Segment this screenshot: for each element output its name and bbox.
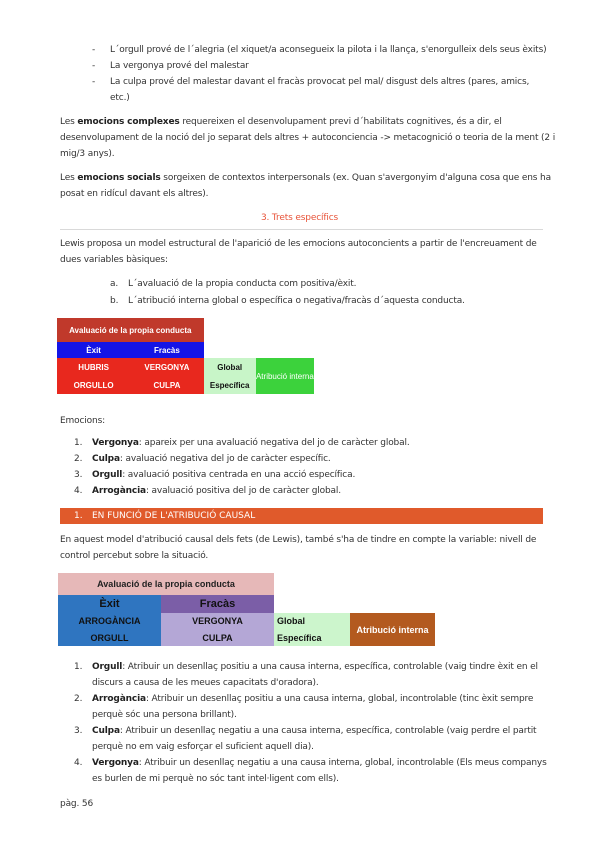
paragraph-line: dues variables bàsiques: (60, 255, 168, 265)
lewis-model-table-1 (57, 318, 314, 394)
table2-vergonya: VERGONYA (161, 613, 274, 629)
table1-especifica: Específica (204, 376, 256, 394)
emocions-label: Emocions: (60, 416, 105, 426)
list-item-continued: discurs a causa de les meues capacitats d'oradora). (92, 678, 319, 688)
lewis-model-table-2 (58, 573, 435, 646)
list-number: 4. (74, 758, 83, 768)
table1-atribucio: Atribució interna (256, 358, 314, 394)
list-number: 3. (74, 726, 83, 736)
table1-global: Global (204, 358, 256, 376)
list-item: Arrogància: Atribuir un desenllaç positiu a una causa interna, global, incontrolable (tinc èxit sempre (92, 694, 534, 704)
table2-atribucio: Atribució interna (350, 613, 435, 646)
section-heading-bar (60, 508, 543, 524)
paragraph-line: posat en ridícul davant els altres). (60, 189, 209, 199)
list-item: Culpa: Atribuir un desenllaç negatiu a una causa interna, específica, controlable (vaig perdre el partit (92, 726, 537, 736)
section-title: 3. Trets específics (260, 213, 339, 223)
section-heading: EN FUNCIÓ DE L'ATRIBUCIÓ CAUSAL (92, 511, 256, 521)
variable-marker: b. (110, 296, 119, 306)
page-number: pàg. 56 (60, 799, 94, 809)
table2-global: Global (274, 613, 350, 629)
table2-especifica: Específica (274, 629, 350, 646)
paragraph-line: Lewis proposa un model estructural de l'aparició de les emocions autoconcients a partir de l'encreuament de (60, 239, 537, 249)
bullet-text: La culpa prové del malestar davant el fracàs provocat pel mal/ disgust dels altres (pares, amics, (110, 77, 530, 87)
paragraph-line: desenvolupament de la noció del jo separat dels altres + autoconciencia -> metacognició o teoria de la ment (2 i (60, 133, 556, 143)
table1-exit: Èxit (57, 342, 130, 358)
variable-text: L´avaluació de la propia conducta com positiva/èxit. (128, 279, 357, 289)
bullet-dash: - (92, 77, 96, 87)
table1-orgullo: ORGULLO (57, 376, 130, 394)
paragraph-line: Les emocions complexes requereixen el desenvolupament previ d´habilitats cognitives, és a dir, el (60, 117, 502, 127)
list-item: Orgull: Atribuir un desenllaç positiu a una causa interna, específica, controlable (vaig tindre èxit en el (92, 662, 538, 672)
paragraph-line: mig/3 anys). (60, 149, 115, 159)
bullet-text: L´orgull prové de l´alegria (el xiquet/a aconsegueix la pilota i la llança, s'enorgulleix dels seus èxits) (110, 45, 547, 55)
table2-fracas: Fracàs (161, 595, 274, 613)
list-item: Culpa: avaluació negativa del jo de caràcter específic. (92, 454, 331, 464)
table2-exit: Èxit (58, 595, 161, 613)
table2-orgull: ORGULL (58, 629, 161, 646)
list-item-continued: es burlen de mi perquè no sóc tant intel·ligent com ells). (92, 774, 339, 784)
table1-vergonya: VERGONYA (130, 358, 203, 376)
list-number: 1. (74, 662, 83, 672)
list-number: 1. (74, 438, 83, 448)
list-item: Vergonya: Atribuir un desenllaç negatiu a una causa interna, global, incontrolable (Els meus companys (92, 758, 547, 768)
bullet-dash: - (92, 61, 96, 71)
list-number: 2. (74, 694, 83, 704)
table2-culpa: CULPA (161, 629, 274, 646)
table2-header: Avaluació de la propia conducta (58, 573, 274, 595)
variable-text: L´atribució interna global o específica o negativa/fracàs d´aquesta conducta. (128, 296, 465, 306)
list-item: Arrogància: avaluació positiva del jo de caràcter global. (92, 486, 341, 496)
paragraph-line: En aquest model d'atribució causal dels fets (de Lewis), també s'ha de tindre en compte la variable: nivell de (60, 535, 537, 545)
paragraph-line: control percebut sobre la situació. (60, 551, 209, 561)
section-number: 1. (74, 511, 83, 521)
list-item-continued: perquè no em vaig esforçar el suficient aquell dia). (92, 742, 314, 752)
list-number: 4. (74, 486, 83, 496)
table2-arrogancia: ARROGÀNCIA (58, 613, 161, 629)
table1-culpa: CULPA (130, 376, 203, 394)
list-item-continued: perquè sóc una persona brillant). (92, 710, 237, 720)
table1-fracas: Fracàs (130, 342, 203, 358)
variable-marker: a. (110, 279, 119, 289)
bullet-dash: - (92, 45, 96, 55)
section-divider (60, 229, 543, 230)
list-number: 3. (74, 470, 83, 480)
list-number: 2. (74, 454, 83, 464)
table1-hubris: HUBRIS (57, 358, 130, 376)
paragraph-line: Les emocions socials sorgeixen de contextos interpersonals (ex. Quan s'avergonyim d'alguna cosa que ens ha (60, 173, 551, 183)
bullet-text-continued: etc.) (110, 93, 130, 103)
table1-header: Avaluació de la propia conducta (57, 318, 204, 342)
list-item: Vergonya: apareix per una avaluació negativa del jo de caràcter global. (92, 438, 410, 448)
bullet-text: La vergonya prové del malestar (110, 61, 249, 71)
list-item: Orgull: avaluació positiva centrada en una acció específica. (92, 470, 356, 480)
